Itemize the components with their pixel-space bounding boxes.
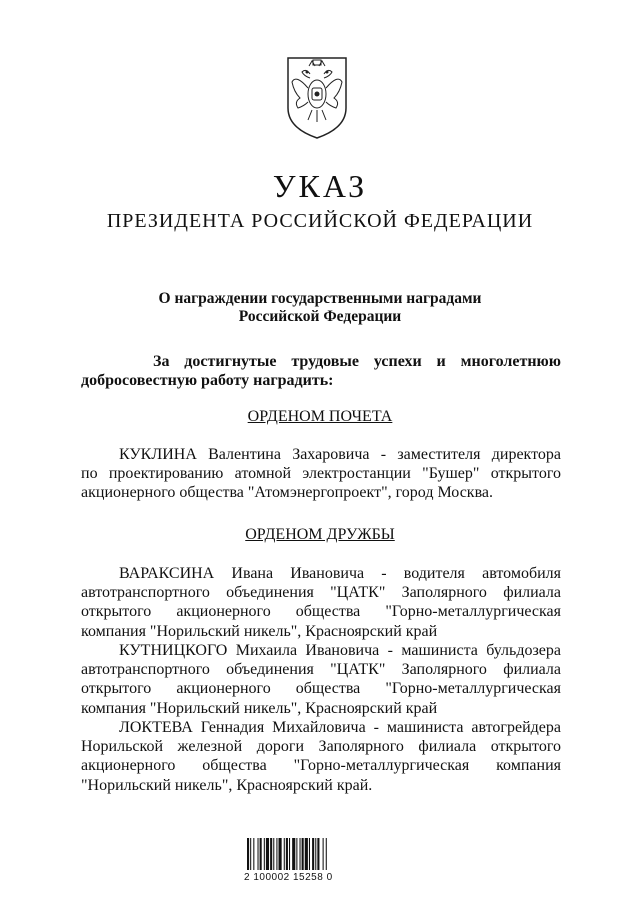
barcode-bar xyxy=(273,838,274,870)
subject-line-1: О награждении государственными наградами xyxy=(158,290,482,307)
award-entry xyxy=(81,445,561,503)
entry-line: компания "Норильский никель", Красноярский край xyxy=(81,622,438,640)
barcode-bar xyxy=(296,838,297,870)
barcode-bar xyxy=(284,838,285,870)
barcode-bar xyxy=(279,838,282,870)
entry-line: автотранспортного объединения "ЦАТК" Заполярного филиала xyxy=(81,661,561,679)
barcode-bar xyxy=(250,838,251,870)
entry-line: акционерного общества "Атомэнергопроект", город Москва. xyxy=(81,484,494,502)
barcode-bar xyxy=(247,838,249,870)
intro-line-1: За достигнутые трудовые успехи и многолетнюю xyxy=(153,353,561,370)
entry-line: КУТНИЦКОГО Михаила Ивановича - машиниста бульдозера xyxy=(119,642,561,659)
barcode-bar xyxy=(312,838,314,870)
intro-paragraph xyxy=(81,352,561,390)
barcode-bar xyxy=(286,838,288,870)
barcode-bar xyxy=(266,838,269,870)
barcode-bar xyxy=(276,838,277,870)
barcode-bar xyxy=(289,838,290,870)
barcode-bar xyxy=(300,838,301,870)
award-entry xyxy=(81,641,561,718)
barcode-bar xyxy=(323,838,324,870)
entry-line: КУКЛИНА Валентина Захаровича - заместителя директора xyxy=(119,446,561,463)
entry-line: компания "Норильский никель", Красноярский край xyxy=(81,699,438,717)
document-title: УКАЗ xyxy=(272,168,368,204)
entry-line: автотранспортного объединения "ЦАТК" Заполярного филиала xyxy=(81,584,561,602)
barcode-bar xyxy=(253,838,254,870)
barcode-bar xyxy=(305,838,308,870)
barcode-bar xyxy=(292,838,295,870)
section-heading-order-of-honour: ОРДЕНОМ ПОЧЕТА xyxy=(247,408,393,425)
intro-line-2: добросовестную работу наградить: xyxy=(81,372,334,390)
barcode-bar xyxy=(317,838,319,870)
barcode-number: 2 100002 15258 0 xyxy=(244,872,333,883)
entry-line: открытого акционерного общества "Горно-металлургическая xyxy=(81,603,561,621)
entry-line: ЛОКТЕВА Геннадия Михайловича - машиниста автогрейдера xyxy=(119,719,561,736)
barcode-bar xyxy=(270,838,272,870)
barcode-bar xyxy=(264,838,265,870)
barcode-bar xyxy=(315,838,316,870)
entry-line: открытого акционерного общества "Горно-металлургическая xyxy=(81,680,561,698)
subject xyxy=(0,290,640,326)
award-entry xyxy=(81,718,561,795)
barcode-bar xyxy=(258,838,259,870)
coat-of-arms-icon xyxy=(282,52,352,142)
entry-line: по проектированию атомной электростанции "Бушер" открытого xyxy=(81,465,561,483)
barcode-bar xyxy=(326,838,327,870)
entry-line: "Норильский никель", Красноярский край. xyxy=(81,776,373,794)
entry-line: Норильской железной дороги Заполярного филиала открытого xyxy=(81,738,561,756)
section-heading-order-of-friendship: ОРДЕНОМ ДРУЖБЫ xyxy=(245,526,395,543)
subject-line-2: Российской Федерации xyxy=(238,308,402,325)
barcode-bar xyxy=(309,838,310,870)
award-entry xyxy=(81,564,561,641)
barcode-bar xyxy=(260,838,262,870)
entry-line: ВАРАКСИНА Ивана Ивановича - водителя автомобиля xyxy=(119,565,561,582)
entry-line: акционерного общества "Горно-металлургическая компания xyxy=(81,757,561,775)
barcode-bar xyxy=(302,838,304,870)
document-subtitle: ПРЕЗИДЕНТА РОССИЙСКОЙ ФЕДЕРАЦИИ xyxy=(106,210,534,232)
